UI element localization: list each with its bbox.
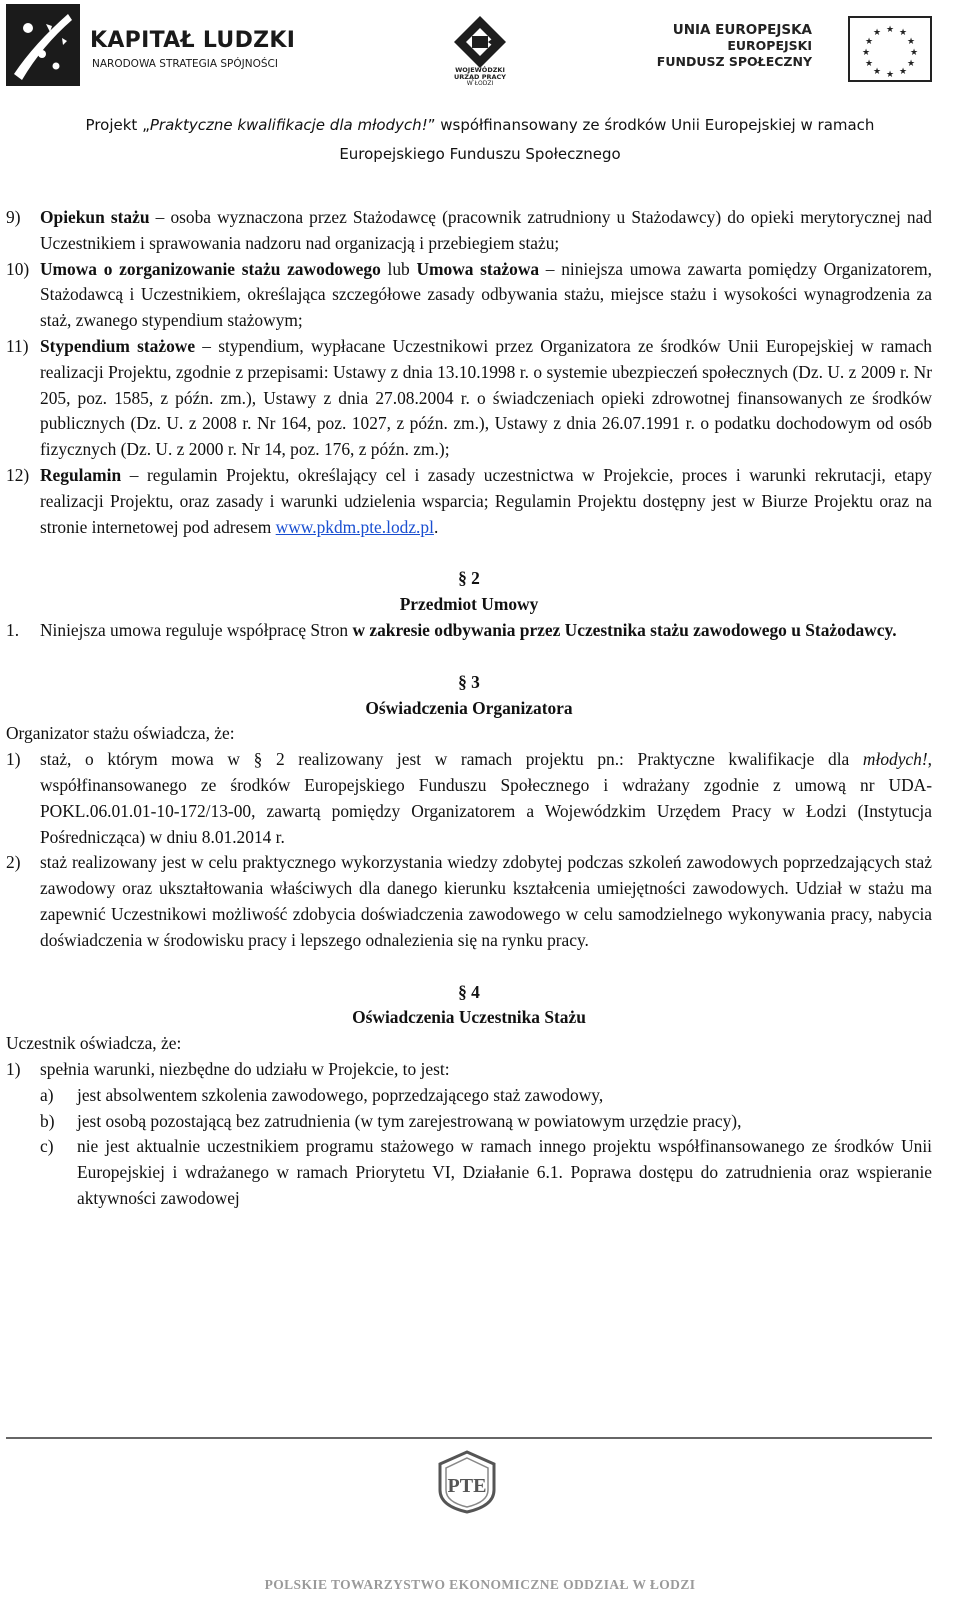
pte-emblem-icon (436, 1450, 498, 1514)
kapital-ludzki-subtitle: NARODOWA STRATEGIA SPÓJNOŚCI (92, 58, 278, 70)
point-text-a: staż, o którym mowa w § 2 realizowany jest w ramach projektu pn.: Praktyczne kwalifikacje dla (40, 749, 863, 770)
definition-term: Regulamin (40, 464, 122, 485)
project-prefix: Projekt „ (85, 116, 150, 134)
definition-number: 12) (6, 464, 30, 485)
definition-9 (6, 205, 932, 257)
svg-text:★: ★ (898, 67, 908, 77)
section-2-paragraph-1 (6, 618, 932, 644)
section-3-title: Oświadczenia Organizatora (365, 697, 573, 718)
svg-text:★: ★ (872, 28, 882, 38)
wup-label-1: WOJEWÓDZKI (455, 66, 505, 74)
wup-label-3: W ŁODZI (466, 80, 494, 87)
section-2-title: Przedmiot Umowy (399, 594, 539, 615)
definition-term: Opiekun stażu (40, 207, 150, 227)
definition-term: Stypendium stażowe (40, 335, 196, 356)
paragraph-bold-text: w zakresie odbywania przez Uczestnika stażu zawodowego u Stażodawcy. (352, 619, 897, 640)
section-3-intro: Organizator stażu oświadcza, że: (6, 723, 235, 744)
footer-divider (6, 1437, 932, 1439)
subpoint-text: nie jest aktualnie uczestnikiem programu stażowego w ramach innego projektu współfinansowanego ze środków Unii Europejskiej i wdrażanego w ramach Priorytetu VI, Działanie 6.1. Poprawa dostępu do zatrudnienia oraz wspieranie aktywności zawodowej (77, 1136, 932, 1208)
eu-logo (656, 16, 932, 88)
definition-end: . (433, 516, 439, 537)
svg-text:★: ★ (864, 59, 874, 69)
definition-term-2: Umowa stażowa (416, 258, 540, 279)
section-4-sign: § 4 (458, 981, 480, 1002)
section-4-subpoint-b (6, 1109, 932, 1135)
definition-number: 9) (6, 207, 21, 227)
wup-label-2: URZĄD PRACY (454, 73, 506, 81)
section-4-subpoint-a (6, 1083, 932, 1109)
wup-lodz-logo (432, 14, 528, 86)
document-body (6, 205, 932, 1212)
svg-text:★: ★ (898, 28, 908, 38)
svg-text:★: ★ (906, 37, 916, 47)
eu-line-2: EUROPEJSKI (727, 38, 812, 53)
project-suffix: ” współfinansowany ze środków Unii Europejskiej w ramach (427, 116, 875, 134)
definition-11 (6, 334, 932, 463)
svg-text:★: ★ (885, 25, 895, 35)
eu-flag-icon (848, 16, 932, 82)
definition-text: – regulamin Projektu, określający cel i zasady uczestnictwa w Projekcie, proces i warunki rekrutacji, etapy realizacji Projektu, oraz zasady i warunki udzielenia wsparcia; Regulamin Projektu dostępny jest w Biurze Projektu oraz na stronie internetowej pod adresem (40, 464, 932, 537)
section-4-title: Oświadczenia Uczestnika Stażu (352, 1007, 586, 1028)
section-3-sign: § 3 (458, 671, 480, 692)
paragraph-text: Niniejsza umowa reguluje współpracę Stron (40, 619, 353, 640)
point-text: spełnia warunki, niezbędne do udziału w Projekcie, to jest: (40, 1058, 450, 1079)
subpoint-letter: c) (40, 1136, 54, 1157)
subpoint-text: jest osobą pozostającą bez zatrudnienia (w tym zarejestrowaną w powiatowym urzędzie pracy), (77, 1110, 742, 1131)
point-number: 1) (6, 1058, 21, 1079)
footer-organization: POLSKIE TOWARZYSTWO EKONOMICZNE ODDZIAŁ W ŁODZI (264, 1577, 696, 1592)
point-number: 1) (6, 749, 21, 770)
point-text-b: , współfinansowanego ze środków Europejskiego Funduszu Społecznego i wdrażany zgodnie z umową nr UDA-POKL.06.01.01-10-172/13-00, zawartą pomiędzy Organizatorem a Wojewódzkim Urzędem Pracy w Łodzi (Instytucja Pośrednicząca) w dniu 8.01.2014 r. (40, 749, 932, 847)
definition-number: 10) (6, 258, 30, 279)
eu-line-1: UNIA EUROPEJSKA (672, 22, 812, 38)
point-text-italic: młodych! (862, 749, 928, 770)
subpoint-letter: a) (40, 1084, 54, 1105)
project-line-1 (0, 116, 960, 134)
pte-logo (436, 1450, 498, 1514)
definition-text: – niniejsza umowa zawarta pomiędzy Organizatorem, Stażodawcą i Uczestnikiem, określająca szczegółowe zasady odbywania stażu, miejsce stażu i wysokości wynagrodzenia za staż, zwanego stypendium stażowym; (40, 258, 933, 331)
definition-number: 11) (6, 335, 29, 356)
section-4-intro: Uczestnik oświadcza, że: (6, 1033, 182, 1054)
section-2-sign: § 2 (458, 568, 480, 589)
subpoint-text: jest absolwentem szkolenia zawodowego, poprzedzającego staż zawodowy, (77, 1084, 604, 1105)
pte-logo-text: PTE (447, 1475, 487, 1497)
svg-text:★: ★ (885, 70, 895, 80)
definition-connector: lub (380, 258, 417, 279)
section-4-point-1 (6, 1057, 932, 1083)
section-3-point-2 (6, 850, 932, 953)
section-3-point-1 (6, 747, 932, 850)
project-website-link[interactable]: www.pkdm.pte.lodz.pl (275, 516, 434, 537)
paragraph-number: 1. (6, 619, 20, 640)
project-line-2: Europejskiego Funduszu Społecznego (339, 145, 621, 163)
svg-text:★: ★ (861, 48, 871, 58)
definition-10 (6, 257, 932, 334)
point-text: staż realizowany jest w celu praktycznego wykorzystania wiedzy zdobytej podczas szkoleń zawodowych poprzedzających staż zawodowy oraz ukształtowania właściwych dla danego kierunku kształcenia umiejętności zawodowych. Udział w stażu ma zapewnić Uczestnikowi możliwość zdobycia doświadczenia zawodowego w celu samodzielnego wykonywania pracy, nabycia doświadczenia w środowisku pracy i lepszego odnalezienia się na rynku pracy. (40, 852, 932, 950)
kapital-ludzki-title: KAPITAŁ LUDZKI (90, 28, 296, 53)
section-4-subpoint-c (6, 1134, 932, 1211)
project-name: Praktyczne kwalifikacje dla młodych! (149, 116, 428, 134)
subpoint-letter: b) (40, 1110, 55, 1131)
definition-text: – osoba wyznaczona przez Stażodawcę (pracownik zatrudniony u Stażodawcy) do opieki merytorycznej nad Uczestnikiem i sprawowania nadzoru nad organizacją i przebiegiem stażu; (40, 207, 933, 253)
definition-12 (6, 463, 932, 540)
svg-text:★: ★ (864, 37, 874, 47)
kapital-ludzki-logo (6, 4, 296, 86)
eu-line-3: FUNDUSZ SPOŁECZNY (656, 54, 812, 69)
svg-text:★: ★ (872, 67, 882, 77)
document-header (0, 0, 960, 170)
definition-term: Umowa o zorganizowanie stażu zawodowego (40, 258, 381, 279)
svg-text:★: ★ (906, 59, 916, 69)
point-number: 2) (6, 852, 21, 873)
kapital-ludzki-mark-icon (6, 4, 80, 86)
definition-text: – stypendium, wypłacane Uczestnikowi przez Organizatora ze środków Unii Europejskiej w ramach realizacji Projektu, zgodnie z przepisami: Ustawy z dnia 13.10.1998 r. o systemie ubezpieczeń społecznych (Dz. U. z 2009 r. Nr 205, poz. 1585, z późn. zm.), Ustawy z dnia 27.08.2004 r. o świadczeniach opieki zdrowotnej finansowanych ze środków publicznych (Dz. U. z 2008 r. Nr 164, poz. 1027, z późn. zm.), Ustawy z dnia 26.07.1991 r. o podatku dochodowym od osób fizycznych (Dz. U. z 2000 r. Nr 14, poz. 176, z późn. zm.); (40, 335, 932, 460)
svg-text:★: ★ (909, 48, 919, 58)
eu-text (657, 22, 812, 70)
